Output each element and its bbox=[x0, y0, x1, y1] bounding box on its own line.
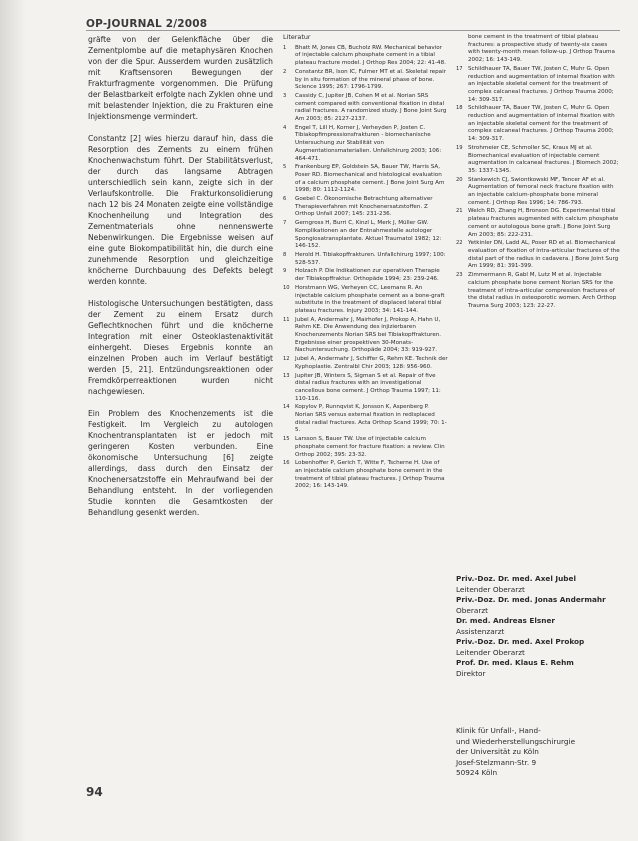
reference-number: 14 bbox=[283, 404, 290, 411]
reference-item bbox=[283, 460, 448, 491]
reference-number: 11 bbox=[283, 316, 290, 323]
reference-number: 18 bbox=[456, 105, 463, 112]
author-block bbox=[456, 574, 626, 679]
reference-item bbox=[283, 317, 448, 356]
reference-item bbox=[456, 208, 620, 239]
reference-list bbox=[456, 34, 620, 311]
page-binding-shadow bbox=[0, 0, 26, 841]
references-column-2 bbox=[456, 34, 620, 312]
reference-item bbox=[456, 240, 620, 271]
reference-list bbox=[283, 45, 448, 491]
reference-number: 4 bbox=[283, 124, 287, 131]
body-paragraph: Ein Problem des Knochenzements ist die Festigkeit. Im Vergleich zu autologen Knochentransplantaten ist er jedoch mit geringeren Kosten verbunden. Eine ökonomische Untersuchung [6] zeigte allerdings, dass durch den Einsatz der Knochenersatzstoffe ein Mehraufwand bei der Behandlung entsteht. In der vorliegenden Studie konnten die Gesamtkosten der Behandlung gesenkt werden. bbox=[88, 409, 273, 517]
reference-item bbox=[283, 404, 448, 435]
literature-heading: Literatur bbox=[283, 33, 311, 41]
author-name: Priv.-Doz. Dr. med. Axel Jubel bbox=[456, 574, 576, 583]
address-block bbox=[456, 726, 626, 779]
reference-number: 1 bbox=[283, 44, 287, 51]
reference-text: Kopylov P, Runnqvist K, Jonsson K, Aspenberg P. Norian SRS versus external fixation in redisplaced distal radial fractures. Acta Orthop Scand 1999; 70: 1-5. bbox=[295, 404, 447, 434]
reference-text: Cassidy C, Jupiter JB, Cohen M et al. Norian SRS cement compared with conventional fixation in distal radial fractures. A randomized study. J Bone Joint Surg Am 2003; 85: 2127-2137. bbox=[295, 92, 447, 123]
reference-text: Zimmermann R, Gabl M, Lutz M et al. Injectable calcium phosphate bone cement Norian SRS for the treatment of intra-articular compression fractures of the distal radius in osteoporotic women. Arch Orthop Trauma Surg 2003; 123: 22-27. bbox=[468, 272, 617, 309]
author-role: Oberarzt bbox=[456, 605, 489, 615]
references-column-1 bbox=[283, 34, 448, 492]
reference-number: 6 bbox=[283, 196, 287, 203]
page-number: 94 bbox=[86, 785, 103, 799]
reference-number: 15 bbox=[283, 436, 290, 443]
reference-item bbox=[283, 45, 448, 68]
reference-item bbox=[456, 34, 620, 65]
reference-item bbox=[283, 196, 448, 219]
address-line: 50924 Köln bbox=[456, 768, 498, 777]
reference-number: 10 bbox=[283, 284, 290, 291]
author-role: Leitender Oberarzt bbox=[456, 584, 525, 594]
reference-text: Strohmeier CE, Schmoller SC, Kraus MJ et al. Biomechanical evaluation of injectable cement augmentation in calcaneal fractures. J Biomech 2002; 35: 1337-1345. bbox=[468, 144, 619, 174]
body-text-column bbox=[88, 34, 273, 529]
body-paragraph: Histologische Untersuchungen bestätigten, dass der Zement zu einem Ersatz durch Geflechtknochen führt und die knöcherne Integration mit einer Osteoklastenaktivität einhergeht. Dieses Ergebnis konnte an einzelnen Proben auch im Verlauf bestätigt werden [5, 21]. Entzündungsreaktionen oder Fremdkörperreaktionen wurden nicht nachgewiesen. bbox=[88, 299, 273, 396]
reference-number: 13 bbox=[283, 372, 290, 379]
reference-text: Gerngross H, Burri C, Kinzl L, Merk J, Müller GW. Komplikationen an der Entnahmestelle autologer Spongiosatransplantate. Aktuel Traumatol 1982; 12: 146-152. bbox=[295, 220, 442, 250]
reference-text: Constantz BR, Ison IC, Fulmer MT et al. Skeletal repair by in situ formation of the mineral phase of bone. Science 1995; 267: 1796-1799. bbox=[295, 68, 446, 91]
reference-item bbox=[283, 93, 448, 124]
body-paragraph: gräfte von der Gelenkfläche über die Zementplombe auf die metaphysären Knochen von der die Spur. Ausserdem wurden zusätzlich mit Kraftsensoren Bewegungen der Frakturfragmente vorgenommen. Die Prüfung der Belastbarkeit erfolgte nach Zyklen ohne und mit belastender Injektion, die zu Frakturen eine Injektionsmenge vermindert. bbox=[88, 35, 273, 121]
address-line: der Universität zu Köln bbox=[456, 747, 539, 756]
header-rule bbox=[86, 30, 620, 31]
reference-number: 7 bbox=[283, 220, 287, 227]
reference-text: Engel T, Lill H, Korner J, Verheyden P, Josten C. Tibiakopfimpressionsfrakturen - biomechanische Untersuchung zur Stabilität von Augmentationsmaterialien. Unfallchirurg 2003; 106: 464-471. bbox=[295, 124, 442, 162]
reference-text: bone cement in the treatment of tibial plateau fractures: a prospective study of twenty-six cases with twenty-month mean follow-up. J Orthop Trauma 2002; 16: 143-149. bbox=[468, 34, 615, 64]
author-name: Dr. med. Andreas Elsner bbox=[456, 616, 556, 625]
reference-number: 2 bbox=[283, 68, 287, 75]
body-paragraph: Constantz [2] wies hierzu darauf hin, dass die Resorption des Zements zu einem frühen Knochenwachstum führt. Der Stabilitätsverlust, der durch das langsame Abtragen unterschiedlich sein kann, zeigte sich in der Verlaufskontrolle. Die Frakturkonsolidierung nach 12 bis 24 Monaten zeigte eine vollständige Knochenheilung und Integration des Zementmaterials ohne nennenswerte Nebenwirkungen. Die Ergebnisse weisen auf eine gute Biokompatibilität hin, die durch eine zunehmende Resorption und gleichzeitige knöcherne Durchbauung des Defekts belegt werden konnte. bbox=[88, 134, 273, 286]
reference-number: 21 bbox=[456, 208, 463, 215]
reference-number: 12 bbox=[283, 356, 290, 363]
reference-text: Herold H. Tibiakopffrakturen. Unfallchirurg 1997; 100: 528-537. bbox=[295, 251, 446, 266]
address-line: Klinik für Unfall-, Hand- bbox=[456, 726, 541, 735]
reference-item bbox=[283, 436, 448, 459]
author-role: Assistenzarzt bbox=[456, 626, 505, 636]
reference-item bbox=[283, 356, 448, 371]
reference-item bbox=[283, 164, 448, 195]
reference-number: 17 bbox=[456, 65, 463, 72]
reference-text: Jupiter JB, Winters S, Sigman S et al. Repair of five distal radius fractures with an investigational cancellous bone cement. J Orthop Trauma 1997; 11: 110-116. bbox=[295, 372, 441, 402]
author-name: Priv.-Doz. Dr. med. Jonas Andermahr bbox=[456, 595, 606, 604]
reference-text: Frankenburg EP, Goldstein SA, Bauer TW, Harris SA, Poser RD. Biomechanical and histological evaluation of a calcium phosphate cement. J Bone Joint Surg Am 1998; 80: 1112-1124. bbox=[295, 164, 445, 194]
reference-text: Jubel A, Andermahr J, Schiffer G, Rehm KE. Technik der Kyphoplastie. Zentralbl Chir 2003; 128: 956-960. bbox=[295, 356, 448, 370]
reference-text: Holzach P. Die Indikationen zur operativen Therapie der Tibiakopffraktur. Orthopäde 1994; 23: 239-246. bbox=[295, 268, 440, 283]
reference-item bbox=[283, 268, 448, 283]
reference-text: Welch RD, Zhang H, Bronson DG. Experimental tibial plateau fractures augmented with calcium phosphate cement or autologous bone graft. J Bone Joint Surg Am 2003; 85: 222-231. bbox=[468, 208, 619, 238]
reference-item bbox=[283, 125, 448, 164]
reference-item bbox=[456, 105, 620, 144]
reference-text: Schildhauer TA, Bauer TW, Josten C, Muhr G. Open reduction and augmentation of internal fixation with an injectable skeletal cement for the treatment of complex calcaneal fractures. J Orthop Trauma 2000; 14: 309-317. bbox=[468, 105, 615, 143]
journal-header: OP-JOURNAL 2/2008 bbox=[86, 18, 208, 30]
reference-text: Goebel C. Ökonomische Betrachtung alternativer Therapieverfahren mit Knochenersatzstoffen. Z Orthop Unfall 2007; 145: 231-236. bbox=[295, 196, 433, 218]
reference-item bbox=[283, 252, 448, 267]
reference-item bbox=[456, 177, 620, 208]
reference-item bbox=[456, 145, 620, 176]
address-line: Josef-Stelzmann-Str. 9 bbox=[456, 757, 537, 767]
author-role: Direktor bbox=[456, 668, 486, 678]
reference-number: 23 bbox=[456, 272, 463, 279]
author-name: Priv.-Doz. Dr. med. Axel Prokop bbox=[456, 637, 585, 646]
reference-item bbox=[283, 285, 448, 316]
reference-text: Lobenhoffer P, Gerich T, Witte F, Tscherne H. Use of an injectable calcium phosphate bone cement in the treatment of tibial plateau fractures. J Orthop Trauma 2002; 16: 143-149. bbox=[295, 460, 445, 490]
reference-item bbox=[456, 66, 620, 105]
reference-number: 20 bbox=[456, 176, 463, 183]
reference-item bbox=[456, 272, 620, 311]
reference-number: 16 bbox=[283, 460, 290, 467]
reference-text: Bhatt M, Jones CB, Bucholz RW. Mechanical behavior of injectable calcium phosphate cement in a tibial plateau fracture model. J Orthop Res 2004; 22: 41-48. bbox=[295, 44, 446, 67]
reference-text: Yetkinler DN, Ladd AL, Poser RD et al. Biomechanical evaluation of fixation of intra-articular fractures of the distal part of the radius in cadavera. J Bone Joint Surg Am 1999; 81: 391-399. bbox=[468, 240, 620, 270]
reference-text: Horstmann WG, Verheyen CC, Leemans R. An injectable calcium phosphate cement as a bone-graft substitute in the treatment of displaced lateral tibial plateau fractures. Injury 2003; 34: 141-144. bbox=[295, 284, 445, 314]
reference-text: Stankewich CJ, Swiontkowski MF, Tencer AF et al. Augmentation of femoral neck fracture fixation with an injectable calcium-phosphate bone mineral cement. J Orthop Res 1996; 14: 786-793. bbox=[468, 176, 614, 206]
reference-item bbox=[283, 220, 448, 251]
author-role: Leitender Oberarzt bbox=[456, 647, 525, 657]
reference-item bbox=[283, 69, 448, 92]
reference-item bbox=[283, 373, 448, 404]
reference-number: 5 bbox=[283, 164, 287, 171]
author-name: Prof. Dr. med. Klaus E. Rehm bbox=[456, 658, 574, 667]
reference-number: 22 bbox=[456, 240, 463, 247]
reference-number: 19 bbox=[456, 144, 463, 151]
reference-text: Larsson S, Bauer TW. Use of injectable calcium phosphate cement for fracture fixation: a review. Clin Orthop 2002; 395: 23-32. bbox=[295, 436, 445, 458]
reference-text: Schildhauer TA, Bauer TW, Josten C, Muhr G. Open reduction and augmentation of internal fixation with an injectable skeletal cement for the treatment of complex calcaneal fractures. J Orthop Trauma 2000; 14: 309-317. bbox=[468, 65, 615, 103]
reference-number: 8 bbox=[283, 251, 287, 258]
reference-text: Jubel A, Andermahr J, Mairhofer J, Prokop A, Hahn U, Rehm KE. Die Anwendung des injizierbaren Knochenzements Norian SRS bei Tibiakopffrakturen. Ergebnisse einer prospektiven 30-Monats-Nachuntersuchung. Orthopäde 2004; 33: 919-927. bbox=[295, 316, 442, 354]
reference-number: 9 bbox=[283, 268, 287, 275]
reference-number: 3 bbox=[283, 92, 287, 99]
address-line: und Wiederherstellungschirurgie bbox=[456, 736, 576, 746]
